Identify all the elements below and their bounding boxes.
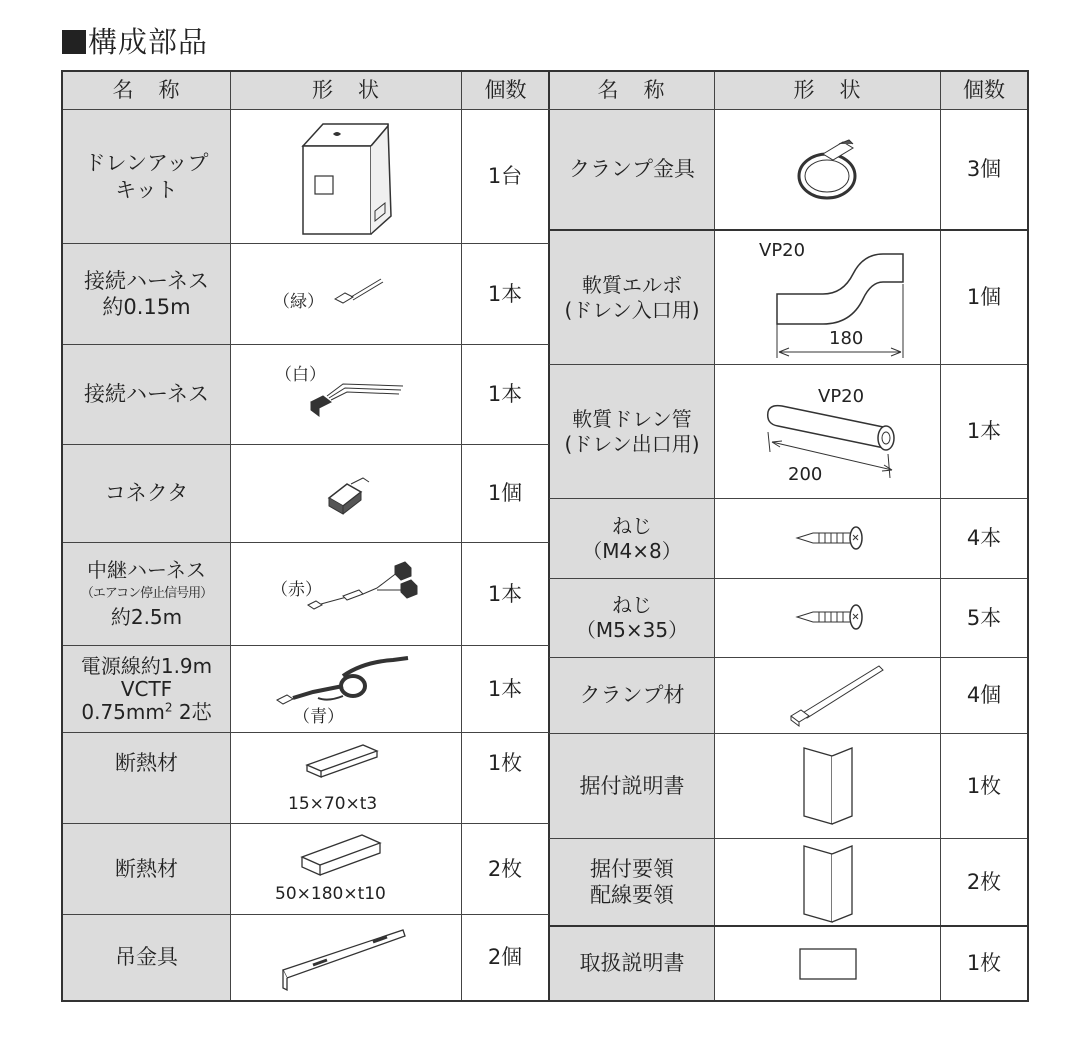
item-qty: 2枚 bbox=[966, 869, 1002, 894]
item-qty: 1枚 bbox=[966, 773, 1002, 798]
item-name: 接続ハーネス bbox=[84, 382, 209, 407]
screw-icon bbox=[793, 602, 868, 634]
item-name: クランプ材 bbox=[579, 683, 685, 708]
item-name: 断熱材 bbox=[115, 856, 178, 881]
item-qty: 4個 bbox=[966, 683, 1002, 708]
harness-icon bbox=[331, 277, 411, 317]
item-name: 取扱説明書 bbox=[579, 951, 685, 976]
spec-label: VP20 bbox=[818, 386, 865, 407]
item-name: クランプ金具 bbox=[569, 157, 695, 182]
connector-icon bbox=[321, 472, 381, 517]
item-name: ドレンアップ キット bbox=[84, 151, 209, 202]
header-shape-left: 形 状 bbox=[231, 72, 462, 109]
elbow-hose-icon bbox=[753, 234, 953, 359]
item-name: 電源線約1.9m VCTF $0.75mm^2$ 2芯 bbox=[80, 653, 213, 724]
header-name-right: 名 称 bbox=[549, 72, 715, 109]
item-name: ねじ （M5×35） bbox=[575, 593, 689, 642]
dimension-label: 50×180×t10 bbox=[275, 884, 386, 904]
spec-label: VP20 bbox=[759, 240, 806, 261]
harness-icon bbox=[303, 372, 413, 422]
insulation-icon bbox=[298, 829, 388, 877]
item-name: コネクタ bbox=[104, 481, 189, 506]
manual-icon bbox=[798, 947, 858, 981]
item-name: 接続ハーネス 約0.15m bbox=[84, 268, 209, 319]
screw-icon bbox=[793, 524, 868, 554]
item-qty: 1枚 bbox=[487, 750, 523, 775]
item-name: 軟質エルボ (ドレン入口用) bbox=[564, 272, 700, 322]
parts-table bbox=[61, 70, 1029, 1002]
dimension-label: 180 bbox=[829, 328, 864, 349]
item-name: 据付説明書 bbox=[579, 773, 685, 798]
drain-hose-icon bbox=[758, 382, 928, 485]
hanger-bracket-icon bbox=[273, 920, 413, 995]
item-qty: 4本 bbox=[966, 526, 1002, 551]
page-title: 構成部品 bbox=[62, 20, 208, 61]
dimension-label: 15×70×t3 bbox=[288, 794, 378, 814]
item-name: 中継ハーネス （エアコン停止信号用） 約2.5m bbox=[80, 557, 213, 630]
color-label: （白） bbox=[275, 365, 326, 385]
insulation-icon bbox=[303, 739, 383, 779]
item-qty: 3個 bbox=[966, 157, 1002, 182]
item-qty: 1本 bbox=[487, 581, 523, 606]
item-qty: 1本 bbox=[487, 676, 523, 701]
power-cable-icon bbox=[273, 652, 413, 717]
item-qty: 1本 bbox=[487, 281, 523, 306]
item-name: 軟質ドレン管 (ドレン出口用) bbox=[564, 406, 700, 456]
color-label: （青） bbox=[293, 707, 344, 727]
dimension-label: 200 bbox=[788, 464, 823, 485]
color-label: （緑） bbox=[273, 292, 324, 312]
item-qty: 1本 bbox=[966, 419, 1002, 444]
header-qty-left: 個数 bbox=[462, 72, 549, 109]
header-qty-right: 個数 bbox=[941, 72, 1027, 109]
header-name-left: 名 称 bbox=[63, 72, 231, 109]
item-qty: 1枚 bbox=[966, 951, 1002, 976]
item-qty: 2枚 bbox=[487, 856, 523, 881]
item-name: 吊金具 bbox=[115, 945, 178, 970]
item-qty: 1個 bbox=[966, 285, 1002, 310]
booklet-icon bbox=[798, 744, 858, 829]
item-qty: 1台 bbox=[487, 164, 523, 189]
clamp-icon bbox=[793, 132, 873, 207]
item-name: 断熱材 bbox=[115, 750, 178, 775]
drain-up-kit-icon bbox=[293, 116, 403, 241]
item-name: 据付要領 配線要領 bbox=[590, 856, 674, 907]
relay-harness-icon bbox=[303, 560, 423, 625]
square-bullet-icon bbox=[62, 30, 86, 54]
item-qty: 1個 bbox=[487, 481, 523, 506]
color-label: （赤） bbox=[271, 580, 322, 600]
cable-tie-icon bbox=[783, 660, 893, 730]
header-shape-right: 形 状 bbox=[715, 72, 941, 109]
booklet-icon bbox=[798, 842, 858, 927]
item-name: ねじ （M4×8） bbox=[582, 513, 682, 563]
item-qty: 5本 bbox=[966, 605, 1002, 630]
item-qty: 1本 bbox=[487, 382, 523, 407]
item-qty: 2個 bbox=[487, 945, 523, 970]
